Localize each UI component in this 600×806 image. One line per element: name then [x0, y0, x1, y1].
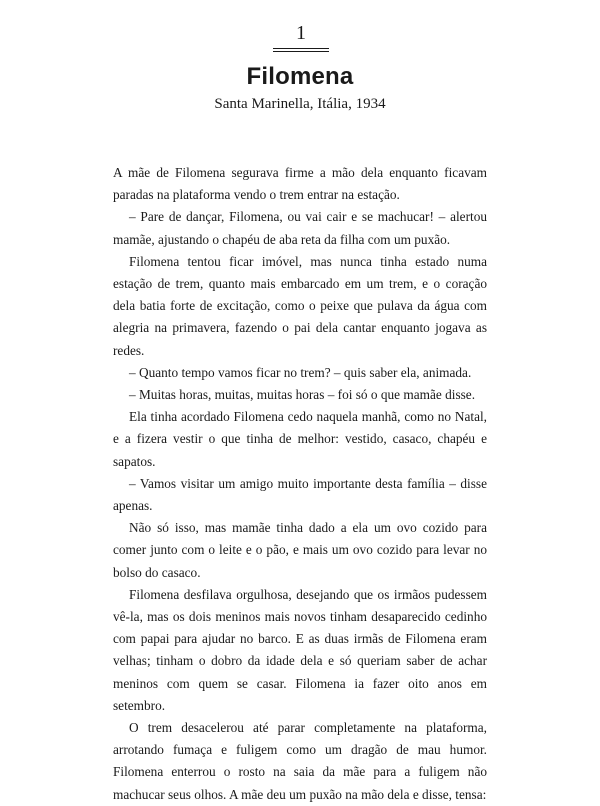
chapter-body [113, 162, 487, 806]
paragraph: Ela tinha acordado Filomena cedo naquela manhã, como no Natal, e a fizera vestir o que tinha de melhor: vestido, casaco, chapéu e sapatos. [113, 409, 487, 469]
paragraph: O trem desacelerou até parar completamente na plataforma, arrotando fumaça e fuligem como um dragão de mau humor. Filomena enterrou o rosto na saia da mãe para a fuligem não machucar seus olhos. A mãe deu um puxão na mão dela e disse, tensa: [113, 720, 487, 802]
paragraph: Filomena tentou ficar imóvel, mas nunca tinha estado numa estação de trem, quanto mais embarcado em um trem, e o coração dela batia forte de excitação, como o peixe que pulava da água com alegria na primavera, fazendo o pai dela cantar enquanto jogava as redes. [113, 253, 487, 358]
paragraph: Não só isso, mas mamãe tinha dado a ela um ovo cozido para comer junto com o leite e o pão, e mais um ovo cozido para levar no bolso do casaco. [113, 520, 487, 580]
paragraph: – Quanto tempo vamos ficar no trem? – quis saber ela, animada. [129, 364, 472, 380]
chapter-number: 1 [296, 22, 306, 44]
paragraph: – Pare de dançar, Filomena, ou vai cair e se machucar! – alertou mamãe, ajustando o chapéu de aba reta da filha com um puxão. [113, 209, 487, 247]
chapter-subtitle: Santa Marinella, Itália, 1934 [214, 96, 386, 112]
paragraph: – Muitas horas, muitas, muitas horas – foi só o que mamãe disse. [129, 387, 476, 403]
paragraph: Filomena desfilava orgulhosa, desejando que os irmãos pudessem vê-la, mas os dois meninos mais novos tinham desaparecido cedinho com papai para ajudar no barco. E as duas irmãs de Filomena eram velhas; tinham o dobro da idade dela e só queriam saber de achar meninos com quem se casar. Filomena ia fazer oito anos em setembro. [113, 586, 487, 713]
chapter-number-rule [273, 48, 329, 52]
paragraph: – Vamos visitar um amigo muito importante desta família – disse apenas. [113, 475, 487, 514]
paragraph: A mãe de Filomena segurava firme a mão dela enquanto ficavam paradas na plataforma vendo o trem entrar na estação. [113, 165, 487, 203]
chapter-heading [0, 22, 600, 52]
chapter-title: Filomena [246, 63, 354, 90]
